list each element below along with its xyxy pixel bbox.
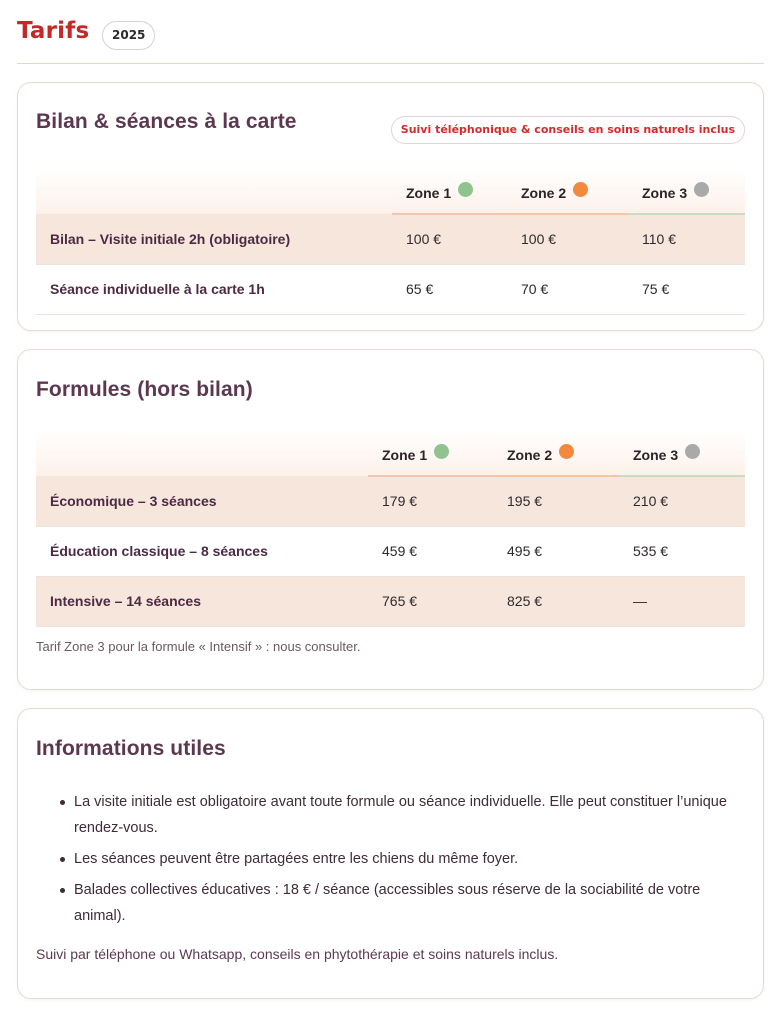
list-item: La visite initiale est obligatoire avant toute formule ou séance individuelle. Elle peut constituer l’unique rendez-vous. (36, 789, 736, 841)
zone-label: Zone 3 (642, 184, 688, 201)
price-cell: 495 € (493, 526, 619, 576)
zone-label: Zone 1 (406, 184, 452, 201)
footer-note: Suivi par téléphone ou Whatsapp, conseils en phytothérapie et soins naturels inclus. (36, 946, 559, 962)
price-cell: 100 € (392, 214, 507, 264)
zone-1-dot-icon (458, 182, 473, 197)
included-services-pill: Suivi téléphonique & conseils en soins naturels inclus (391, 116, 745, 144)
list-item: Balades collectives éducatives : 18 € / séance (accessibles sous réserve de la sociabilité de votre animal). (36, 877, 736, 929)
price-cell: 825 € (493, 576, 619, 626)
table-row (36, 214, 745, 264)
row-label: Éducation classique – 8 séances (36, 526, 368, 576)
zone-label: Zone 1 (382, 446, 428, 463)
zone-2-header (493, 431, 619, 476)
row-label: Intensive – 14 séances (36, 576, 368, 626)
price-cell: 535 € (619, 526, 745, 576)
list-item: Les séances peuvent être partagées entre les chiens du même foyer. (36, 846, 736, 872)
price-cell: 210 € (619, 476, 745, 526)
zone-1-header (392, 169, 507, 214)
price-cell: 179 € (368, 476, 493, 526)
zone-1-dot-icon (434, 444, 449, 459)
card-informations (17, 708, 764, 999)
card-bilan (17, 82, 764, 331)
zone-2-dot-icon (559, 444, 574, 459)
zone-3-note: Tarif Zone 3 pour la formule « Intensif » : nous consulter. (36, 639, 361, 654)
info-list (36, 789, 736, 934)
section-title: Formules (hors bilan) (36, 378, 253, 401)
zone-3-dot-icon (685, 444, 700, 459)
section-title: Informations utiles (36, 737, 226, 760)
table-row (36, 264, 745, 314)
price-cell: 70 € (507, 264, 628, 314)
table-row (36, 476, 745, 526)
price-cell: 100 € (507, 214, 628, 264)
zone-1-header (368, 431, 493, 476)
price-cell: 110 € (628, 214, 745, 264)
zone-2-dot-icon (573, 182, 588, 197)
price-cell: 65 € (392, 264, 507, 314)
year-badge: 2025 (102, 21, 155, 50)
header-empty (36, 431, 368, 476)
zone-3-header (628, 169, 745, 214)
price-cell: 195 € (493, 476, 619, 526)
section-title: Bilan & séances à la carte (36, 110, 297, 133)
page-header (17, 18, 764, 64)
zone-label: Zone 3 (633, 446, 679, 463)
bilan-price-table (36, 169, 745, 315)
price-cell: — (619, 576, 745, 626)
card-formules (17, 349, 764, 690)
zone-2-header (507, 169, 628, 214)
zone-3-header (619, 431, 745, 476)
row-label: Bilan – Visite initiale 2h (obligatoire) (36, 214, 392, 264)
zone-label: Zone 2 (507, 446, 553, 463)
price-cell: 75 € (628, 264, 745, 314)
price-cell: 765 € (368, 576, 493, 626)
table-row (36, 526, 745, 576)
header-empty (36, 169, 392, 214)
row-label: Séance individuelle à la carte 1h (36, 264, 392, 314)
zone-3-dot-icon (694, 182, 709, 197)
row-label: Économique – 3 séances (36, 476, 368, 526)
page-title: Tarifs (17, 18, 90, 44)
table-row (36, 576, 745, 626)
zone-label: Zone 2 (521, 184, 567, 201)
table-header-row (36, 169, 745, 214)
table-header-row (36, 431, 745, 476)
formules-price-table (36, 431, 745, 627)
price-cell: 459 € (368, 526, 493, 576)
